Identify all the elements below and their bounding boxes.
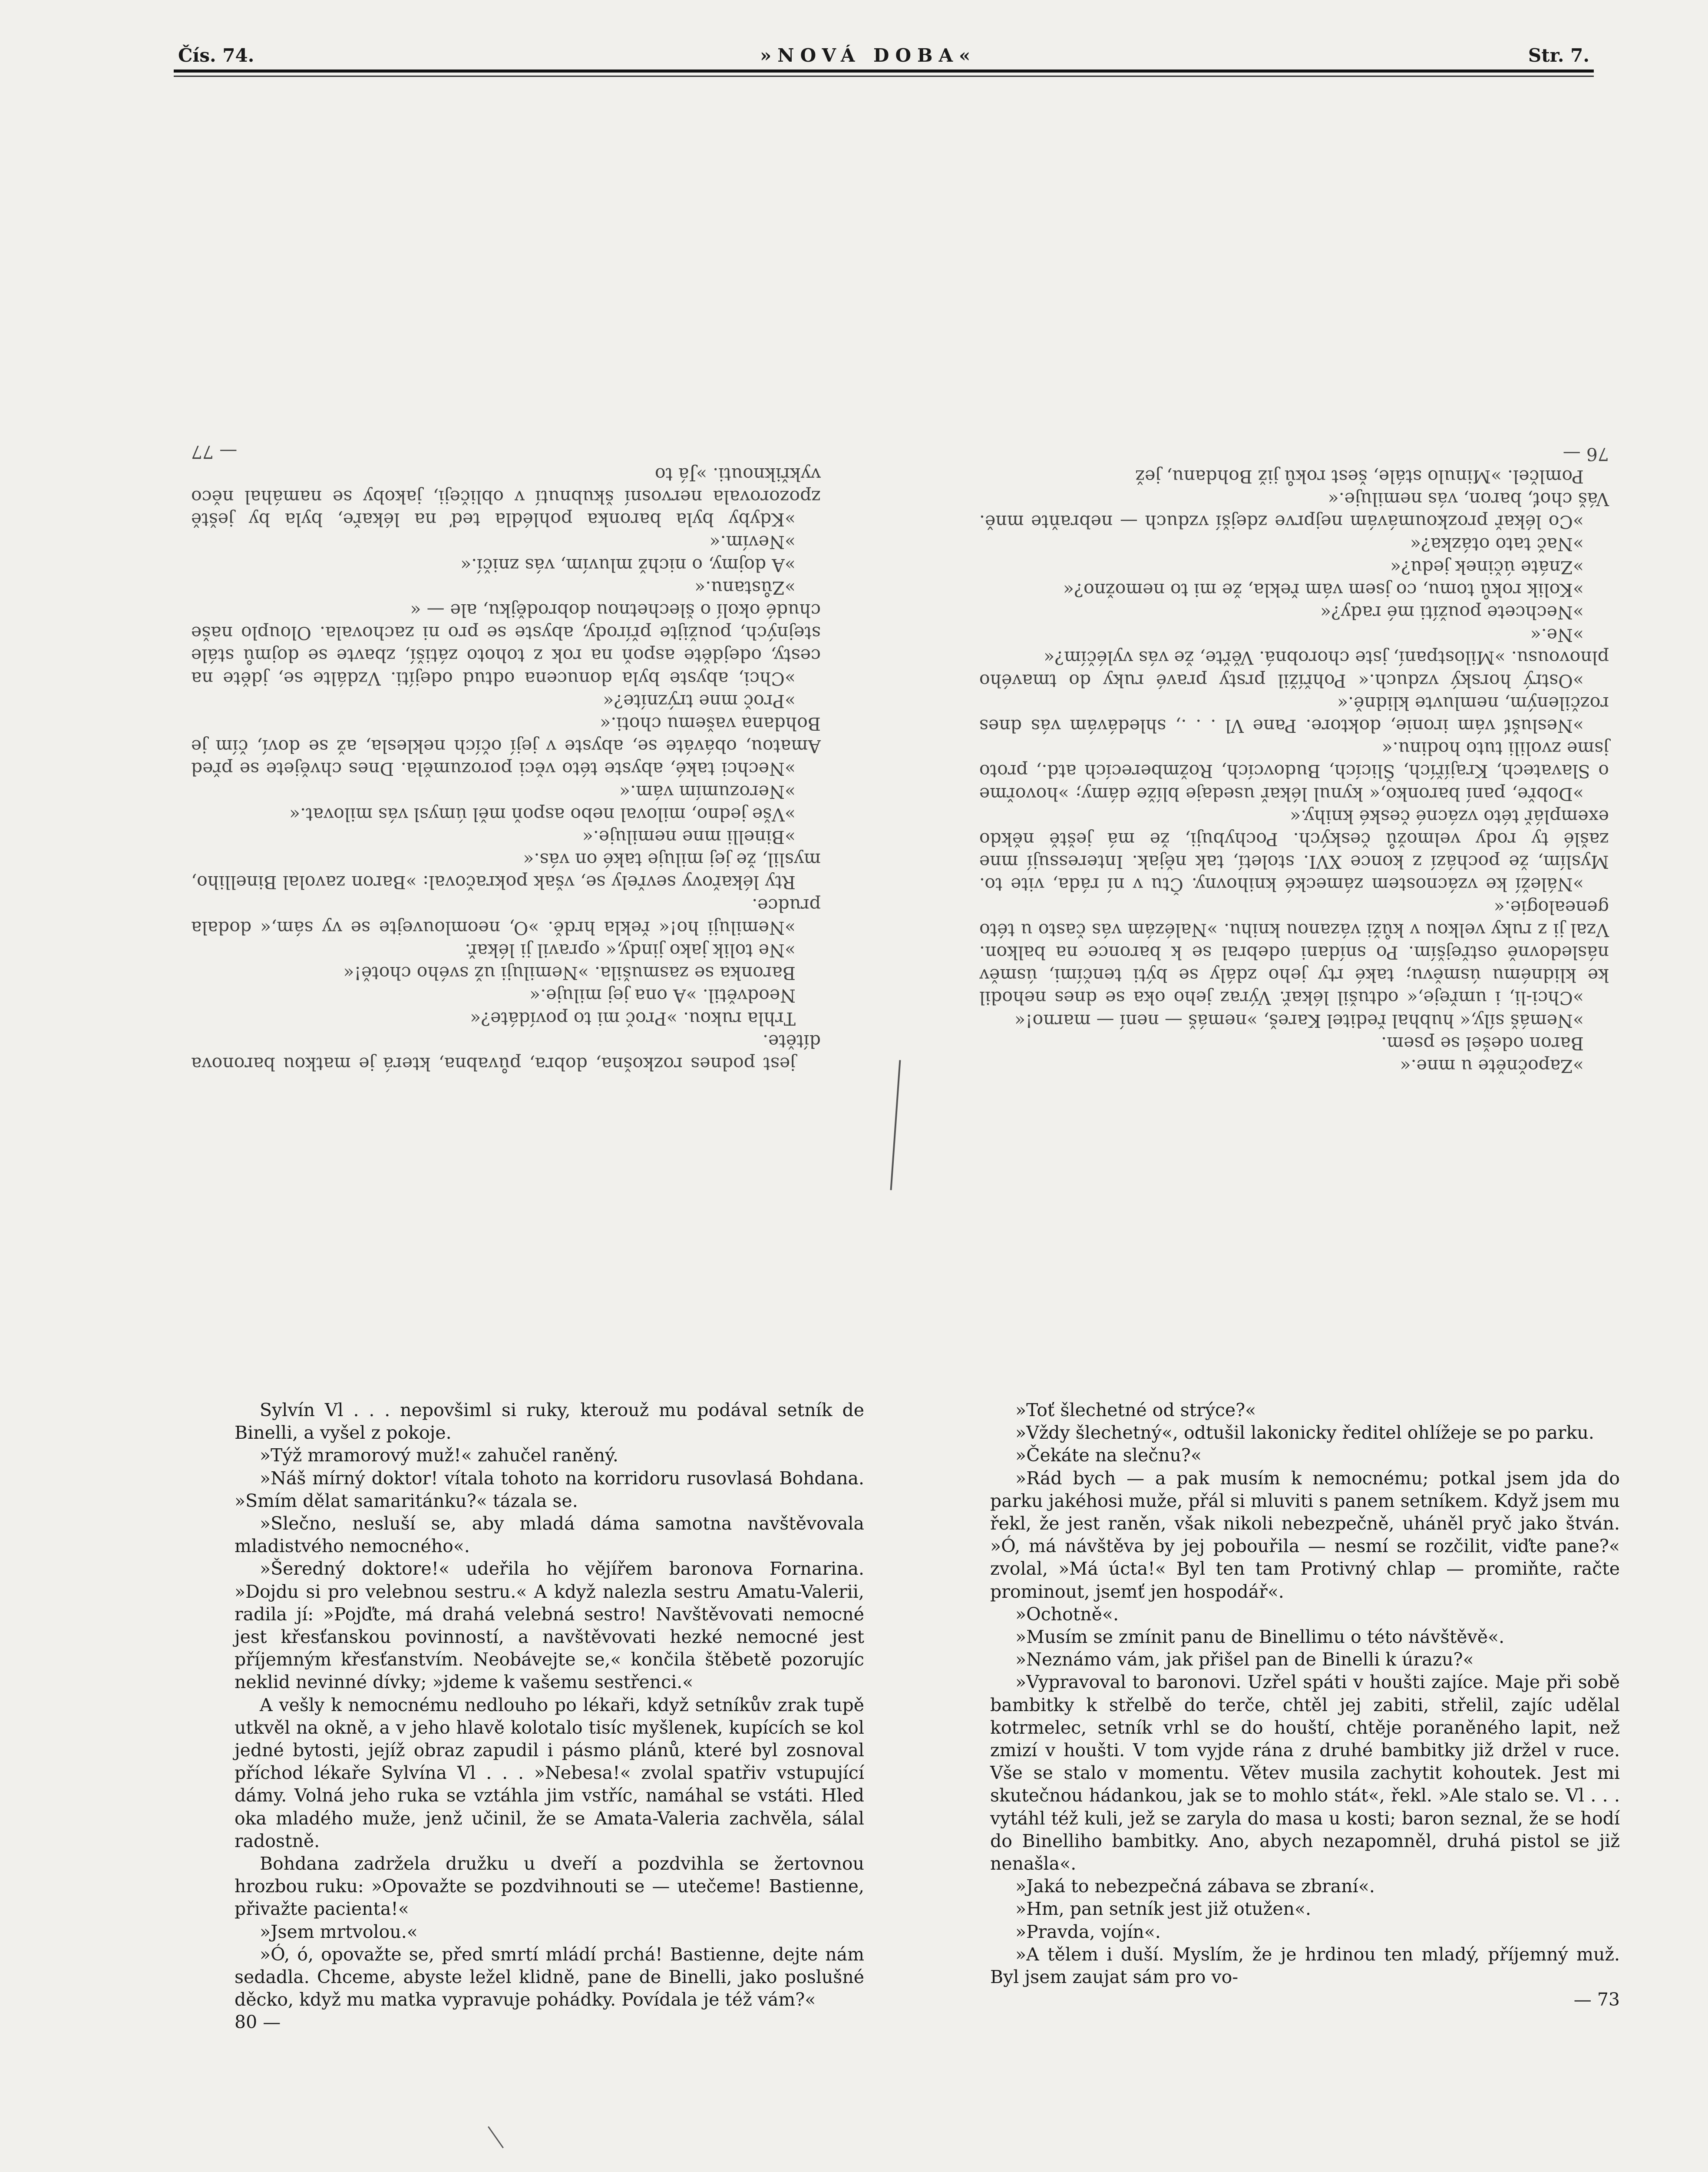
paragraph: »Nevím.«	[709, 532, 796, 553]
paragraph: »Kolik roků tomu, co jsem vám řekla, že mi to nemožno?«	[1063, 579, 1584, 600]
scan-mark	[890, 1060, 901, 1190]
paragraph: jest podnes rozkošna, dobra, půvabna, která je matkou baronova dítěte.	[191, 1030, 821, 1074]
paragraph: »Jaká to nebezpečná zábava se zbraní«.	[1015, 1876, 1375, 1897]
paragraph: »Jsem mrtvolou.«	[260, 1921, 418, 1942]
paragraph: Neodvětil. »A ona jej miluje.«	[529, 985, 796, 1007]
page-number: — 77	[191, 441, 238, 462]
paragraph: »Hm, pan setník jest již otužen«.	[1015, 1898, 1312, 1920]
lower-right-column	[990, 1399, 1620, 2172]
paragraph: Bohdana zadržela družku u dveří a pozdvihla se žertovnou hrozbou ruku: »Opovažte se pozdvihnouti se — utečeme! Bastienne, přivažte pacienta!«	[235, 1853, 864, 1920]
paragraph: »Ne.«	[1530, 625, 1584, 646]
paragraph: »Binelli mne nemiluje.«	[582, 826, 796, 848]
paragraph: »Toť šlechetné od strýce?«	[1015, 1400, 1256, 1420]
paragraph: »Co lékař prozkoumávám nejprve zdejší vzduch — nebraňte mně. Váš choť, baron, vás nemiluje.«	[979, 488, 1609, 533]
paragraph: Sylvín Vl . . . nepovšiml si ruky, kterouž mu podával setník de Binelli, a vyšel z pokoje.	[235, 1400, 864, 1444]
paragraph: A vešly k nemocnému nedlouho po lékaři, když setníkův zrak tupě utkvěl na okně, a v jeho hlavě kolotalo tisíc myšlenek, kupících se kol jedné bytosti, jejíž obraz zapudil i pásmo plánů, které byl zosnoval příchod lékaře Sylvína Vl . . . »Nebesa!« zvolal spatřiv vstupující dámy. Volná jeho ruka se vztáhla jim vstříc, namáhal se vstáti. Hled oka mladého muže, jenž učinil, že se Amata-Valeria zachvěla, sálal radostně.	[235, 1694, 864, 1851]
upper-right-column-inverted	[979, 230, 1609, 1077]
paragraph: »Nechci také, abyste této věci porozuměla. Dnes chvějete se před Amatou, obáváte se, abyste v její očích neklesla, až se doví, čím je Bohdana vašemu choti.«	[191, 713, 821, 780]
paragraph: »Nerozumím vám.«	[619, 781, 796, 802]
paragraph: »Započněte u mne.«	[1400, 1056, 1584, 1076]
paragraph: »Ó, ó, opovažte se, před smrtí mládí prchá! Bastienne, dejte nám sedadla. Chceme, abyste ležel klidně, pane de Binelli, jako poslušné děcko, když mu matka vypravuje pohádky. Povídala je též vám?«	[235, 1944, 864, 2010]
paragraph: Rty lékařovy sevřely se, však pokračoval: »Baron zavolal Binelliho, myslil, že jej miluje také on vás.«	[191, 849, 821, 893]
paragraph: »Rád bych — a pak musím k nemocnému; potkal jsem jda do parku jakéhosi muže, přál si mluviti s panem setníkem. Když jsem mu řekl, že jest raněn, však nikoli nebezpečně, uháněl pryč jako štván. »Ó, má návštěva by jej pobouřila — nesmí se rozčilit, viďte pane?« zvolal, »Má úcta!« Byl ten tam Protivný chlap — promiňte, račte prominout, jsemť jen hospodář«.	[990, 1467, 1620, 1602]
issue-number: Čís. 74.	[178, 45, 254, 66]
paragraph: »Ne tolik jako jindy,« opravil ji lékař.	[465, 940, 796, 961]
paragraph: »Zůstanu.«	[694, 577, 796, 598]
paragraph: Baron odešel se psem.	[1381, 1033, 1584, 1054]
paragraph: »Chci, abyste byla donucena odtud odejíti. Vzdálte se, jděte na cesty, odejděte aspoň na rok z tohoto zátiší, zbavte se dojmů stále stejných, použijte přírody, abyste se pro ni zachovala. Olouplo naše chudé okolí o šlechetnou dobrodějku, ale — «	[191, 599, 821, 689]
paragraph: »Nechcete použíti mé rady?«	[1320, 602, 1584, 623]
paragraph: »Náš mírný doktor! vítala tohoto na korridoru rusovlasá Bohdana. »Smím dělat samaritánku?« tázala se.	[235, 1467, 864, 1511]
paragraph: »Neznámo vám, jak přišel pan de Binelli k úrazu?«	[1015, 1649, 1474, 1670]
masthead-title: »NOVÁ DOBA«	[760, 45, 977, 66]
paragraph: »Chci-li, i umřeje,« odtušil lékař. Výraz jeho oka se dnes nehodil ke klidnému úsměvu; také rty jeho zdály se býti tenčími, úsměv následovně ostřejším. Po snídani odebral se k baronce na balkon. Vzal ji z ruky velkou v kůži vázanou knihu. »Nalézám vás často u této genealogie.«	[979, 897, 1609, 1009]
paragraph: Baronka se zasmušila. »Nemiluji už svého chotě!«	[343, 963, 796, 984]
paragraph: »Týž mramorový muž!« zahučel raněný.	[260, 1445, 618, 1466]
paragraph: »Náleží ke vzácnostem zámecké knihovny. Čtu v ní ráda, vite to. Myslím, že pochází z konce XVI. století, tak nějak. Interessují mne zašlé ty rody velmožů českých. Pochybuji, že má ještě někdo exemplář této vzácné české knihy.«	[979, 806, 1609, 895]
paragraph: »Ochotně«.	[1015, 1603, 1119, 1625]
upper-left-column-inverted	[191, 224, 821, 1075]
paragraph: »Vše jedno, miloval nebo aspoň měl úmysl vás milovat.«	[289, 804, 796, 825]
paragraph: »Ostrý horský vzduch.« Pohřížil prsty pravé ruky do tmavého plnovousu. »Milostpaní, jste chorobná. Věřte, že vás vyléčím?«	[979, 647, 1609, 691]
page-header	[178, 41, 1589, 72]
paragraph: »Šeredný doktore!« udeřila ho vějířem baronova Fornarina. »Dojdu si pro velebnou sestru.« A když nalezla sestru Amatu-Valerii, radila jí: »Pojďte, má drahá velebná sestro! Navštěvovati nemocné jest křesťanskou povinností, a navštěvovati hezké nemocné jest příjemným křesťanstvím. Neobávejte se,« končila štěbetě pozorujíc neklid nevinné dívky; »jdeme k vašemu sestřenci.«	[235, 1558, 864, 1693]
paragraph: »Znáte účinek jedu?«	[1390, 556, 1584, 578]
paragraph: »Musím se zmínit panu de Binellimu o této návštěvě«.	[1015, 1626, 1505, 1648]
paragraph: »Neslušť vám ironie, doktore. Pane Vl . . ., shledávám vás dnes rozčileným, nemluvte klidně.«	[979, 692, 1609, 736]
paragraph: Trhla rukou. »Proč mi to povídáte?«	[470, 1008, 796, 1029]
paragraph: »Pravda, vojín«.	[1015, 1921, 1161, 1942]
header-rule-thin	[174, 76, 1594, 77]
header-rule	[174, 70, 1594, 73]
paragraph: »Vždy šlechetný«, odtušil lakonicky ředitel ohlížeje se po parku.	[1015, 1422, 1594, 1444]
page-label: Str. 7.	[1528, 45, 1589, 66]
paragraph: Pomlčel. »Minulo stále, šest roků již Bohdanu, jež	[1135, 466, 1584, 487]
page-number: — 73	[1573, 1989, 1620, 2010]
paragraph: »Kdyby byla baronka pohlédla teď na lékaře, byla by ještě zpozorovala nervosní škubnutí v obličeji, jakoby se namáhal něco vykřiknouti. »Já to	[191, 464, 821, 530]
paragraph: »Dobře, paní baronko,« kynul lékař usedaje blíže dámy; »hovořme o Slavatech, Krajířích, Šlicích, Budovcích, Rožmberecích atd., proto jsme zvolili tuto hodinu.«	[979, 738, 1609, 805]
paragraph: »Nemiluji ho!« řekla hrdě. »O, neomlouvejte se vy sám,« dodala prudce.	[191, 894, 821, 938]
lower-left-column	[235, 1399, 864, 2172]
paragraph: »A dojmy, o nichž mluvím, vás zničí.«	[460, 554, 796, 576]
paragraph: »Proč mne trýzníte?«	[603, 690, 796, 712]
paragraph: »A tělem i duší. Myslím, že je hrdinou ten mladý, příjemný muž. Byl jsem zaujat sám pro vo-	[990, 1944, 1620, 1988]
paragraph: »Čekáte na slečnu?«	[1015, 1445, 1202, 1466]
paragraph: »Slečno, nesluší se, aby mladá dáma samotna navštěvovala mladistvého nemocného«.	[235, 1513, 864, 1557]
paragraph: »Vypravoval to baronovi. Uzřel spáti v houšti zajíce. Maje při sobě bambitky k střelbě do terče, chtěl jej zabiti, střelil, zajíc udělal kotrmelec, setník vrhl se do houští, chtěje poraněného lapit, než zmizí v houšti. V tom vyjde rána z druhé bambitky již držel v ruce. Vše se stalo v momentu. Větev musila zachytit kohoutek. Jest mi skutečnou hádankou, jak se to mohlo stát«, řekl. »Ale stalo se. Vl . . . vytáhl též kuli, jež se zaryla do masa u kosti; baron seznal, že se hodí do Binelliho bambitky. Ano, abych nezapomněl, druhá pistol se již nenašla«.	[990, 1672, 1620, 1874]
page-number: 80 —	[235, 2012, 281, 2033]
paragraph: »Nač tato otázka?«	[1410, 534, 1584, 555]
page-number: 76 —	[1563, 443, 1609, 464]
paragraph: »Nemáš síly,« hubhal ředitel Kareš, »nemáš — není — marno!«	[1014, 1010, 1584, 1031]
